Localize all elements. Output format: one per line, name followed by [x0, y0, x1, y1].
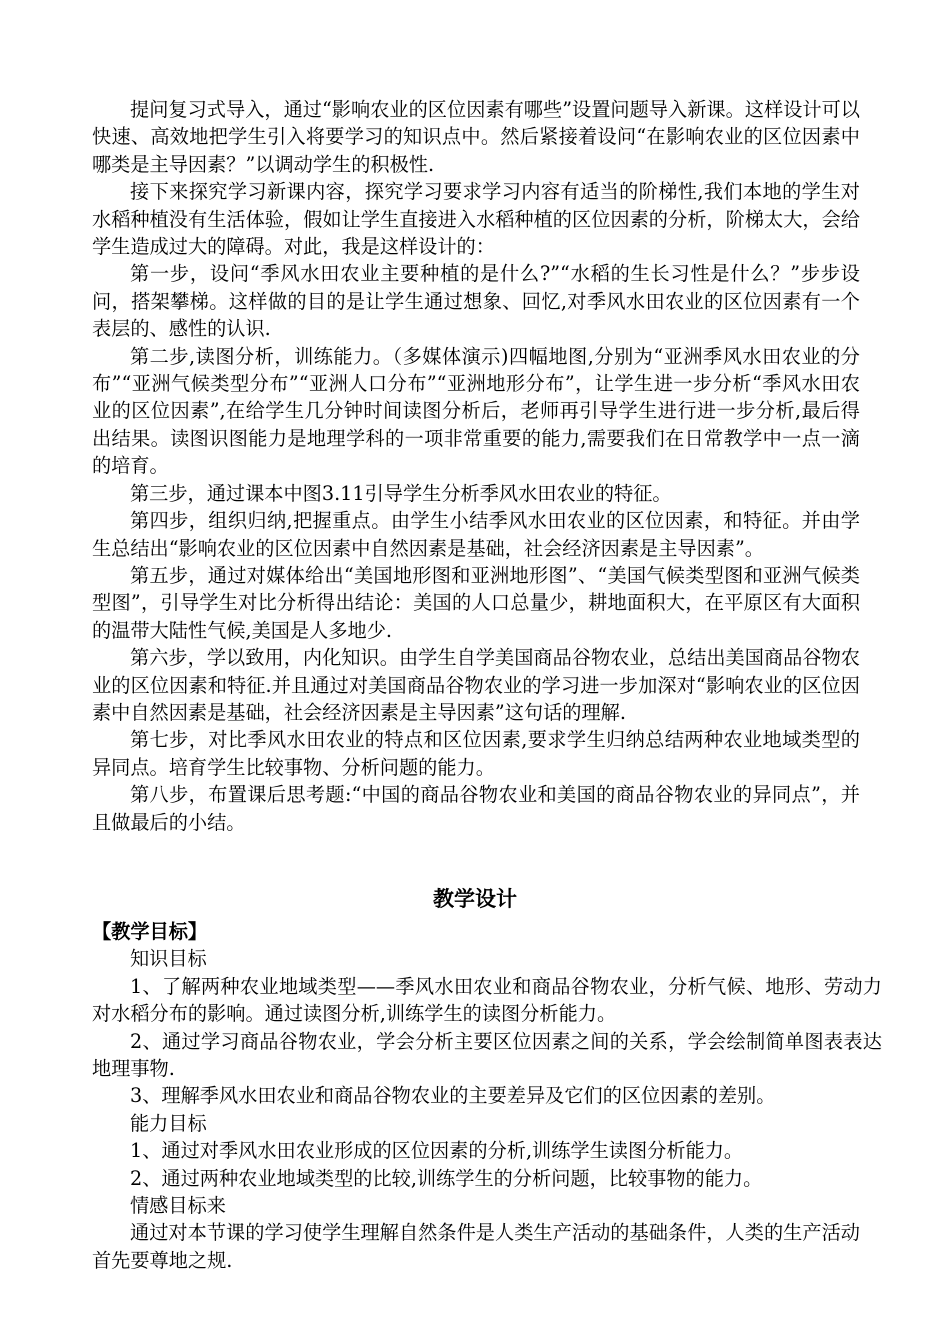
intro-paragraph: 提问复习式导入，通过“影响农业的区位因素有哪些”设置问题导入新课。这样设计可以快速、高效地把学生引入将要学习的知识点中。然后紧接着设问“在影响农业的区位因素中哪类是主导因素？”以调动学生的积极性. [92, 98, 860, 176]
ability-goal-item: 1、通过对季风水田农业形成的区位因素的分析,训练学生读图分析能力。 [130, 1139, 744, 1163]
emotion-goal-text: 通过对本节课的学习使学生理解自然条件是人类生产活动的基础条件，人类的生产活动首先要尊地之规. [92, 1221, 860, 1272]
step-paragraph: 第三步，通过课本中图3.11引导学生分析季风水田农业的特征。 [130, 481, 672, 505]
teaching-goals [92, 918, 882, 1274]
step-paragraph: 第一步，设问“季风水田农业主要种植的是什么?”“水稻的生长习性是什么？”步步设问，搭架攀梯。这样做的目的是让学生通过想象、回忆,对季风水田农业的区位因素有一个表层的、感性的认识. [92, 262, 860, 341]
step-paragraph: 第四步，组织归纳,把握重点。由学生小结季风水田农业的区位因素，和特征。并由学生总结出“影响农业的区位因素中自然因素是基础，社会经济因素是主导因素”。 [92, 509, 860, 560]
ability-goal-item: 2、通过两种农业地域类型的比较,训练学生的分析问题，比较事物的能力。 [130, 1166, 763, 1190]
step-paragraph: 第八步，布置课后思考题:“中国的商品谷物农业和美国的商品谷物农业的异同点”，并且做最后的小结。 [92, 783, 860, 834]
step-paragraph: 第五步，通过对媒体给出“美国地形图和亚洲地形图”、“美国气候类型图和亚洲气候类型图”，引导学生对比分析得出结论：美国的人口总量少，耕地面积大，在平原区有大面积的温带大陆性气候,美国是人多地少. [92, 563, 860, 642]
intro-body [92, 96, 860, 836]
ability-goals-label: 能力目标 [130, 1111, 207, 1135]
emotion-goals-label: 情感目标来 [130, 1194, 226, 1218]
knowledge-goal-item: 1、了解两种农业地域类型——季风水田农业和商品谷物农业，分析气候、地形、劳动力对水稻分布的影响。通过读图分析,训练学生的读图分析能力。 [92, 974, 882, 1026]
knowledge-goal-item: 3、理解季风水田农业和商品谷物农业的主要差异及它们的区位因素的差别。 [130, 1084, 776, 1108]
step-paragraph: 第六步，学以致用，内化知识。由学生自学美国商品谷物农业，总结出美国商品谷物农业的区位因素和特征.并且通过对美国商品谷物农业的学习进一步加深对“影响农业的区位因素中自然因素是基础，社会经济因素是主导因素”这句话的理解. [92, 646, 860, 724]
knowledge-goals-label: 知识目标 [130, 947, 207, 971]
step-paragraph: 第七步，对比季风水田农业的特点和区位因素,要求学生归纳总结两种农业地域类型的异同点。培育学生比较事物、分析问题的能力。 [92, 728, 860, 779]
knowledge-goal-item: 2、通过学习商品谷物农业，学会分析主要区位因素之间的关系，学会绘制简单图表表达地理事物. [92, 1029, 882, 1081]
section-heading: 教学设计 [433, 887, 517, 911]
intro-paragraph: 接下来探究学习新课内容，探究学习要求学习内容有适当的阶梯性,我们本地的学生对水稻种植没有生活体验，假如让学生直接进入水稻种植的区位因素的分析，阶梯太大，会给学生造成过大的障碍。对此，我是这样设计的： [92, 180, 860, 259]
goals-title: 【教学目标】 [92, 920, 208, 943]
step-paragraph: 第二步,读图分析，训练能力。（多媒体演示)四幅地图,分别为“亚洲季风水田农业的分布”“亚洲气候类型分布”“亚洲人口分布”“亚洲地形分布”，让学生进一步分析“季风水田农业的区位因素”,在给学生几分钟时间读图分析后，老师再引导学生进行进一步分析,最后得出结果。读图识图能力是地理学科的一项非常重要的能力,需要我们在日常教学中一点一滴的培育。 [92, 344, 860, 478]
